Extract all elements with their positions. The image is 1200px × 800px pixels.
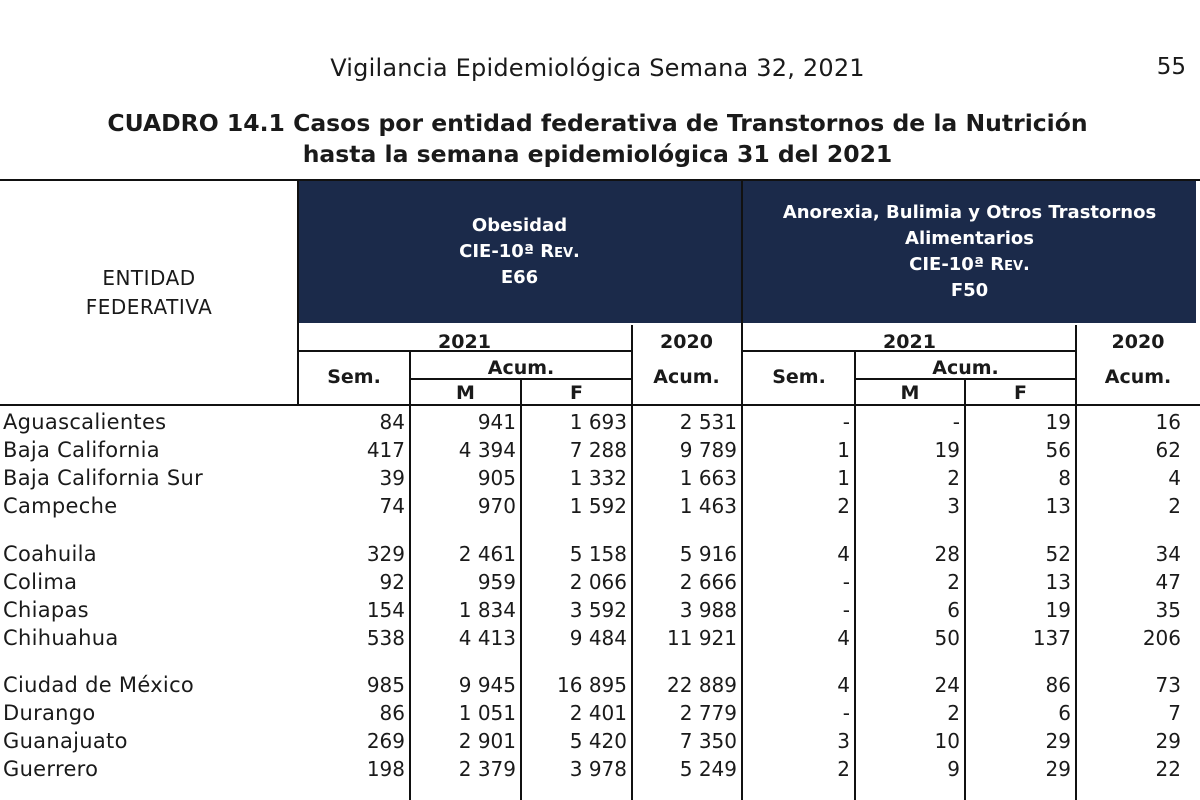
entidad-name: Guanajuato [3, 729, 128, 753]
cell-an-f: 86 [1045, 673, 1071, 697]
cell-ob-m: 1 051 [458, 701, 516, 725]
table-row [0, 624, 1200, 652]
ob-acum-label: Acum. [487, 357, 555, 379]
cell-an-f: 29 [1045, 757, 1071, 781]
an-year-2020: 2020 [1111, 331, 1165, 353]
cell-an-m: 24 [934, 673, 960, 697]
cell-an-sem: - [842, 701, 850, 725]
table-row [0, 727, 1200, 755]
cell-an-m: - [952, 410, 960, 434]
ob-acum-2020-label: Acum. [653, 366, 720, 388]
cell-ob-m: 2 461 [458, 542, 516, 566]
cell-an-sem: 2 [837, 757, 850, 781]
cell-ob-m: 1 834 [458, 598, 516, 622]
cell-ob-m: 9 945 [458, 673, 516, 697]
cell-an-f: 52 [1045, 542, 1071, 566]
cell-an-f: 8 [1058, 466, 1071, 490]
cell-ob-2020: 22 889 [667, 673, 737, 697]
entidad-name: Durango [3, 701, 96, 725]
cell-ob-2020: 2 531 [679, 410, 737, 434]
cell-an-2020: 22 [1155, 757, 1181, 781]
cell-an-sem: 4 [837, 626, 850, 650]
cell-ob-f: 7 288 [569, 438, 627, 462]
entidad-name: Baja California [3, 438, 160, 462]
ob-sem-label: Sem. [327, 366, 381, 388]
cell-ob-m: 941 [477, 410, 516, 434]
cell-ob-f: 1 693 [569, 410, 627, 434]
cell-ob-f: 9 484 [569, 626, 627, 650]
cell-ob-2020: 11 921 [667, 626, 737, 650]
cell-ob-m: 905 [477, 466, 516, 490]
cell-an-2020: 4 [1168, 466, 1181, 490]
cell-ob-f: 16 895 [557, 673, 627, 697]
cell-an-2020: 206 [1142, 626, 1181, 650]
table-row [0, 671, 1200, 699]
entidad-header: ENTIDAD FEDERATIVA [85, 266, 213, 319]
cell-ob-2020: 5 249 [679, 757, 737, 781]
cell-ob-2020: 5 916 [679, 542, 737, 566]
cell-an-2020: 7 [1168, 701, 1181, 725]
cell-ob-m: 970 [477, 494, 516, 518]
cell-an-2020: 73 [1155, 673, 1181, 697]
cell-ob-f: 3 592 [569, 598, 627, 622]
cell-an-m: 10 [934, 729, 960, 753]
entidad-name: Guerrero [3, 757, 99, 781]
cell-an-m: 2 [947, 570, 960, 594]
cell-an-m: 50 [934, 626, 960, 650]
cell-an-sem: 1 [837, 438, 850, 462]
table-caption [0, 108, 1195, 170]
cell-ob-f: 5 420 [569, 729, 627, 753]
cell-an-f: 13 [1045, 494, 1071, 518]
cell-ob-2020: 2 666 [679, 570, 737, 594]
cell-an-2020: 29 [1155, 729, 1181, 753]
cell-ob-m: 959 [477, 570, 516, 594]
cell-ob-f: 3 978 [569, 757, 627, 781]
cell-an-f: 56 [1045, 438, 1071, 462]
cell-ob-f: 1 592 [569, 494, 627, 518]
table-row [0, 408, 1200, 436]
table-row [0, 568, 1200, 596]
cell-ob-m: 4 394 [458, 438, 516, 462]
cell-an-2020: 35 [1155, 598, 1181, 622]
cell-ob-sem: 329 [366, 542, 405, 566]
entidad-name: Chihuahua [3, 626, 119, 650]
table-row [0, 464, 1200, 492]
table-row [0, 540, 1200, 568]
page-number: 55 [1156, 54, 1186, 80]
cell-an-2020: 47 [1155, 570, 1181, 594]
cell-ob-m: 2 379 [458, 757, 516, 781]
cell-ob-sem: 74 [379, 494, 405, 518]
anorexia-title-line-1: Anorexia, Bulimia y Otros Trastornos [782, 201, 1157, 223]
table-row [0, 699, 1200, 727]
cell-ob-2020: 3 988 [679, 598, 737, 622]
cell-ob-sem: 269 [366, 729, 405, 753]
cell-ob-sem: 538 [366, 626, 405, 650]
obesidad-title: Obesidad [471, 214, 568, 236]
an-m-label: M [900, 382, 920, 404]
table-row [0, 436, 1200, 464]
cell-ob-sem: 198 [366, 757, 405, 781]
cell-ob-sem: 154 [366, 598, 405, 622]
cell-ob-f: 1 332 [569, 466, 627, 490]
ob-year-2021: 2021 [438, 331, 491, 353]
cell-an-f: 19 [1045, 410, 1071, 434]
cell-ob-m: 2 901 [458, 729, 516, 753]
ob-f-label: F [570, 382, 583, 404]
cell-an-sem: - [842, 410, 850, 434]
an-year-2021: 2021 [883, 331, 936, 353]
page-header [0, 54, 1200, 86]
cell-an-m: 2 [947, 701, 960, 725]
cell-ob-f: 5 158 [569, 542, 627, 566]
cell-an-f: 13 [1045, 570, 1071, 594]
entidad-name: Coahuila [3, 542, 97, 566]
cell-ob-f: 2 401 [569, 701, 627, 725]
cell-an-2020: 16 [1155, 410, 1181, 434]
cell-ob-2020: 2 779 [679, 701, 737, 725]
entidad-name: Baja California Sur [3, 466, 204, 490]
cell-an-m: 3 [947, 494, 960, 518]
cell-ob-2020: 9 789 [679, 438, 737, 462]
entidad-name: Colima [3, 570, 78, 594]
an-sem-label: Sem. [772, 366, 826, 388]
anorexia-code-label: CIE-10ª Rev. [909, 253, 1030, 275]
obesidad-code-label: CIE-10ª Rev. [459, 240, 580, 262]
entidad-name: Campeche [3, 494, 118, 518]
cell-an-sem: 4 [837, 673, 850, 697]
caption-line-2: hasta la semana epidemiológica 31 del 2021 [302, 140, 893, 168]
entidad-name: Chiapas [3, 598, 89, 622]
cell-ob-sem: 985 [366, 673, 405, 697]
cell-an-sem: - [842, 598, 850, 622]
obesidad-code: E66 [500, 266, 539, 288]
anorexia-code: F50 [950, 279, 989, 301]
obesidad-header [298, 180, 741, 323]
cell-an-f: 6 [1058, 701, 1071, 725]
anorexia-title-line-2: Alimentarios [905, 227, 1034, 249]
cell-ob-2020: 1 663 [679, 466, 737, 490]
cell-an-f: 19 [1045, 598, 1071, 622]
cell-an-m: 2 [947, 466, 960, 490]
cell-an-sem: 2 [837, 494, 850, 518]
cell-an-m: 9 [947, 757, 960, 781]
entidad-name: Aguascalientes [3, 410, 167, 434]
cell-ob-sem: 86 [379, 701, 405, 725]
cell-ob-m: 4 413 [458, 626, 516, 650]
entidad-name: Ciudad de México [3, 673, 195, 697]
table-row [0, 492, 1200, 520]
ob-year-2020: 2020 [660, 331, 713, 353]
ob-m-label: M [456, 382, 475, 404]
an-acum-label: Acum. [932, 357, 999, 379]
anorexia-header [743, 180, 1196, 323]
cell-an-m: 28 [934, 542, 960, 566]
cell-ob-f: 2 066 [569, 570, 627, 594]
cell-an-f: 137 [1032, 626, 1071, 650]
cell-an-2020: 34 [1155, 542, 1181, 566]
cell-ob-sem: 39 [379, 466, 405, 490]
cell-an-2020: 2 [1168, 494, 1181, 518]
cell-an-2020: 62 [1155, 438, 1181, 462]
table-row [0, 596, 1200, 624]
cell-an-sem: 4 [837, 542, 850, 566]
cell-an-m: 6 [947, 598, 960, 622]
an-f-label: F [1014, 382, 1027, 404]
an-acum-2020-label: Acum. [1104, 366, 1172, 388]
cell-ob-sem: 417 [366, 438, 405, 462]
cell-an-sem: 1 [837, 466, 850, 490]
cell-ob-2020: 1 463 [679, 494, 737, 518]
cell-an-m: 19 [934, 438, 960, 462]
cell-an-sem: 3 [837, 729, 850, 753]
running-title: Vigilancia Epidemiológica Semana 32, 2021 [330, 54, 865, 82]
caption-line-1: CUADRO 14.1 Casos por entidad federativa de Transtornos de la Nutrición [107, 109, 1088, 137]
cell-ob-2020: 7 350 [679, 729, 737, 753]
cell-ob-sem: 92 [379, 570, 405, 594]
cell-an-sem: - [842, 570, 850, 594]
table-row [0, 755, 1200, 783]
cell-ob-sem: 84 [379, 410, 405, 434]
cell-an-f: 29 [1045, 729, 1071, 753]
